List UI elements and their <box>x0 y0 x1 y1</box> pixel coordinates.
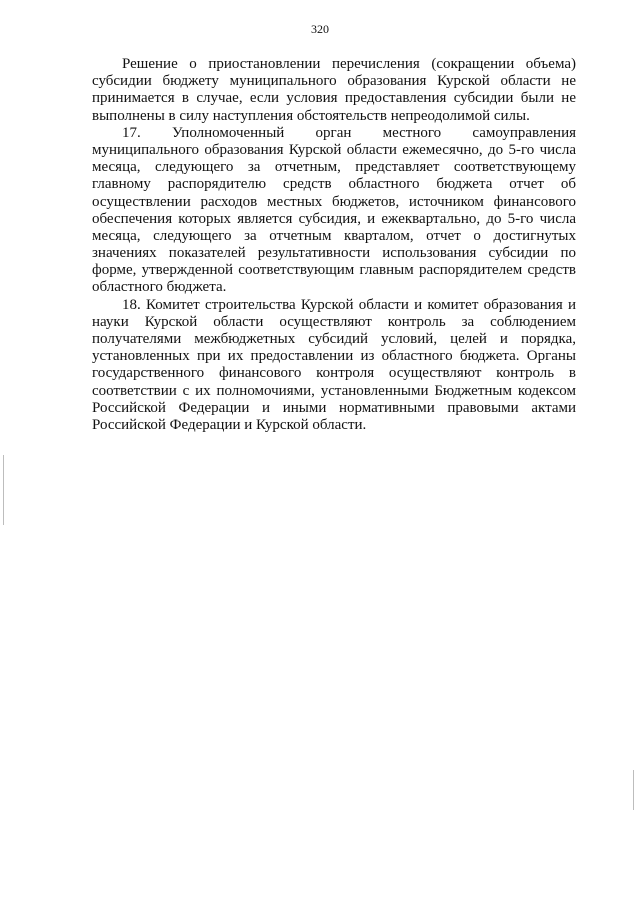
paragraph-17-line-10: областного бюджета. <box>92 279 227 296</box>
paragraph-17-line-5: осуществлении расходов местных бюджетов, источником финансового <box>92 193 576 210</box>
paragraph-18-line-1: 18. Комитет строительства Курской области и комитет образования и <box>122 296 576 313</box>
paragraph-17-line-2: муниципального образования Курской области ежемесячно, до 5-го числа <box>92 141 576 158</box>
paragraph-1 <box>92 56 576 125</box>
page-number: 320 <box>311 22 329 36</box>
paragraph-18-line-4: установленных при их предоставлении из областного бюджета. Органы <box>92 348 576 365</box>
paragraph-17-line-1: 17. Уполномоченный орган местного самоуправления <box>122 124 576 141</box>
right-margin-scan-mark <box>633 770 634 810</box>
paragraph-17-line-6: обеспечения которых является субсидия, и ежеквартально, до 5-го числа <box>92 210 576 227</box>
paragraph-17-line-9: форме, утвержденной соответствующим главным распорядителем средств <box>92 262 576 279</box>
paragraph-17-line-8: значениях показателей результативности использования субсидии по <box>92 245 576 262</box>
paragraph-18-line-5: государственного финансового контроля осуществляют контроль в <box>92 365 576 382</box>
paragraph-1-line-3: принимается в случае, если условия предоставления субсидии были не <box>92 90 576 107</box>
document-body <box>92 56 576 434</box>
paragraph-18-line-3: получателями межбюджетных субсидий условий, целей и порядка, <box>92 331 576 347</box>
paragraph-1-line-1: Решение о приостановлении перечисления (сокращении объема) <box>122 56 576 72</box>
paragraph-17 <box>92 125 576 297</box>
paragraph-18-line-2: науки Курской области осуществляют контроль за соблюдением <box>92 313 576 330</box>
left-margin-scan-mark <box>3 455 4 525</box>
paragraph-17-line-3: месяца, следующего за отчетным, представляет соответствующему <box>92 159 576 176</box>
paragraph-18 <box>92 297 576 435</box>
paragraph-1-line-2: субсидии бюджету муниципального образования Курской области не <box>92 73 576 90</box>
paragraph-18-line-7: Российской Федерации и иными нормативными правовыми актами <box>92 399 576 416</box>
paragraph-18-line-6: соответствии с их полномочиями, установленными Бюджетным кодексом <box>92 382 576 399</box>
paragraph-1-line-4: выполнены в силу наступления обстоятельств непреодолимой силы. <box>92 107 530 124</box>
paragraph-17-line-7: месяца, следующего за отчетным кварталом, отчет о достигнутых <box>92 227 576 244</box>
paragraph-17-line-4: главному распорядителю средств областного бюджета отчет об <box>92 176 576 193</box>
paragraph-18-line-8: Российской Федерации и Курской области. <box>92 416 367 433</box>
